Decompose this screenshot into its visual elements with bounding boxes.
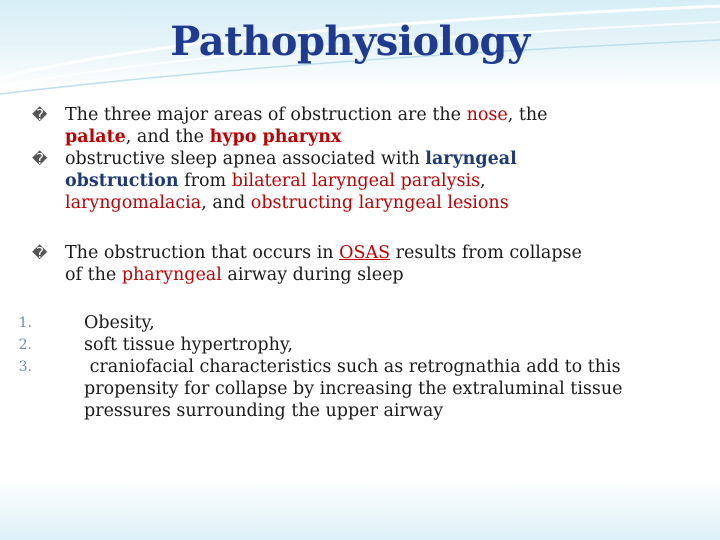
bullet-glyph: � — [32, 106, 48, 124]
list-item: 3. craniofacial characteristics such as retrognathia add to this propensity for collapse by increasing the extraluminal tissue pressures surrounding the upper airway — [32, 356, 692, 422]
bullet-paragraph-1: � The three major areas of obstruction are the nose, the — [32, 105, 548, 125]
bullet-paragraph-1-cont: palate, and the hypo pharynx — [65, 127, 342, 147]
list-number: 3. — [18, 359, 32, 375]
list-number: 1. — [18, 315, 32, 331]
bullet-paragraph-2: � obstructive sleep apnea associated with laryngeal — [32, 149, 517, 169]
list-item: 2. soft tissue hypertrophy, — [32, 334, 692, 356]
bullet-glyph: � — [32, 150, 48, 168]
bullet-paragraph-2-cont2: laryngomalacia, and obstructing laryngeal lesions — [65, 193, 509, 213]
slide-content — [18, 104, 692, 422]
list-number: 2. — [18, 337, 32, 353]
term-nose: nose — [466, 105, 508, 125]
bullet-paragraph-2-cont: obstruction from bilateral laryngeal paralysis, — [65, 171, 486, 191]
term-obstructing-laryngeal-lesions: obstructing laryngeal lesions — [250, 193, 509, 213]
term-bilateral-laryngeal-paralysis: bilateral laryngeal paralysis — [231, 171, 481, 191]
bullet-glyph: � — [32, 244, 48, 262]
term-laryngomalacia: laryngomalacia — [65, 193, 202, 213]
bullet-paragraph-3: � The obstruction that occurs in OSAS results from collapse — [32, 243, 582, 263]
term-laryngeal: laryngeal — [425, 149, 517, 169]
background-bottom-gradient — [0, 480, 720, 540]
term-palate: palate — [65, 127, 126, 147]
numbered-list — [18, 312, 692, 422]
term-osas: OSAS — [339, 243, 391, 263]
term-pharyngeal: pharyngeal — [121, 265, 222, 285]
bullet-paragraph-3-cont: of the pharyngeal airway during sleep — [65, 265, 404, 285]
term-obstruction: obstruction — [65, 171, 179, 191]
list-item: 1. Obesity, — [32, 312, 692, 334]
term-hypo-pharynx: hypo pharynx — [209, 127, 342, 147]
slide-title: Pathophysiology — [170, 18, 530, 65]
